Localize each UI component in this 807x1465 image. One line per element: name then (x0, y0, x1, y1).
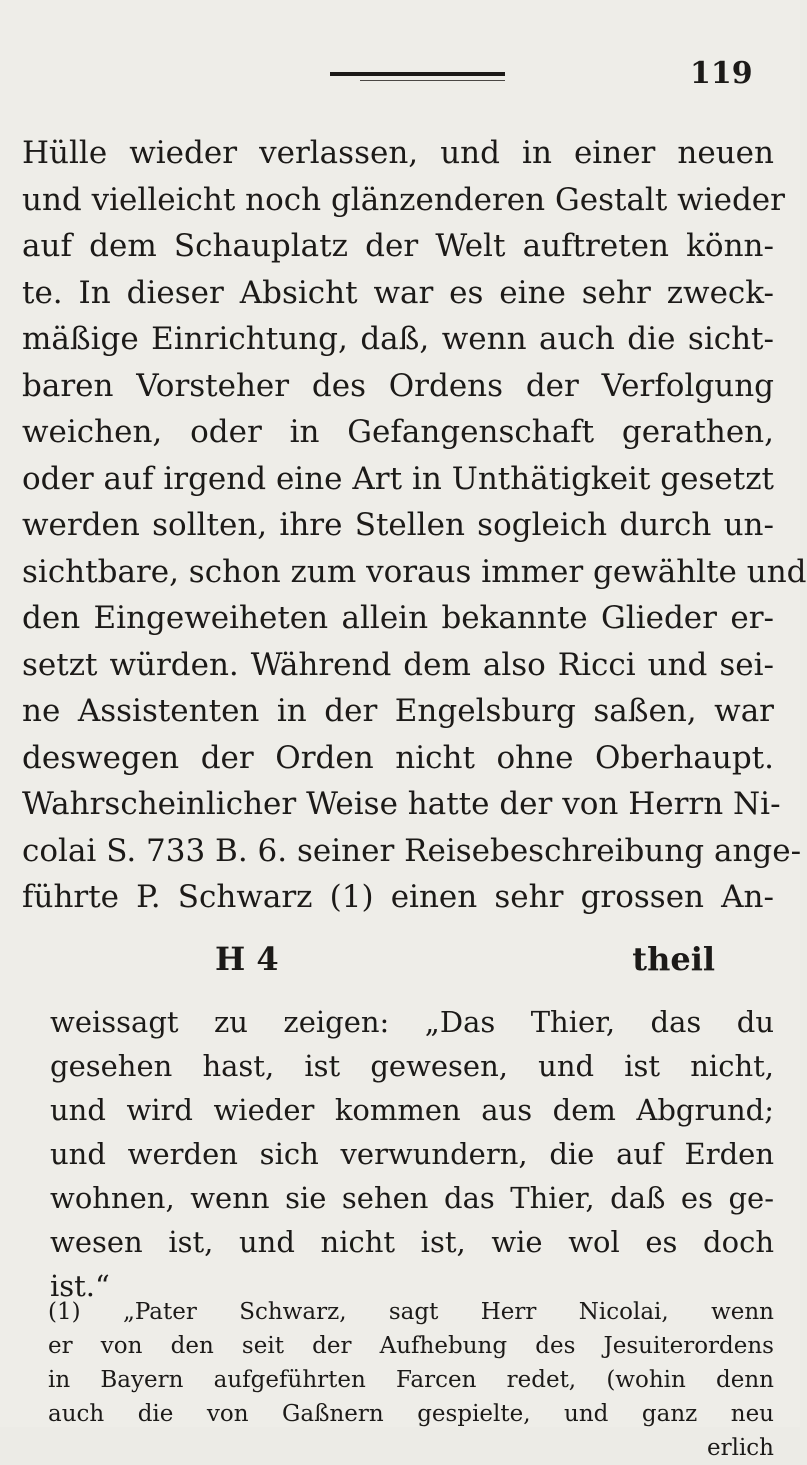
body-line: sichtbare, schon zum voraus immer gewählte und (22, 553, 807, 590)
body-line: te. In dieser Absicht war es eine sehr zweck- (22, 274, 774, 311)
body-line: ne Assistenten in der Engelsburg saßen, war (22, 693, 774, 729)
body-line: setzt würden. Während dem also Ricci und sei- (22, 646, 774, 683)
body-line: oder auf irgend eine Art in Unthätigkeit gesetzt (22, 460, 774, 497)
page-number: 119 (690, 56, 753, 91)
body-line: weichen, oder in Gefangenschaft gerathen, (22, 414, 774, 450)
footnote (48, 1295, 774, 1465)
signature-row (215, 940, 715, 978)
body-line: auf dem Schauplatz der Welt auftreten könn- (22, 228, 774, 264)
quote-line: und werden sich verwundern, die auf Erden (50, 1137, 774, 1171)
quote-line: ist.“ (50, 1269, 110, 1303)
body-line: Wahrscheinlicher Weise hatte der von Herrn Ni- (22, 786, 781, 822)
body-line: führte P. Schwarz (1) einen sehr grossen An- (22, 879, 774, 915)
footnote-line: auch die von Gaßnern gespielte, und ganz neu (48, 1401, 774, 1427)
quote-block (50, 1000, 774, 1308)
footnote-line: in Bayern aufgeführten Farcen redet, (wohin denn (48, 1367, 774, 1393)
header-rule-thin (360, 80, 505, 81)
body-line: mäßige Einrichtung, daß, wenn auch die sicht- (22, 321, 774, 357)
body-text (22, 130, 807, 921)
footnote-line: er von den seit der Aufhebung des Jesuiterordens (48, 1333, 774, 1359)
body-line: werden sollten, ihre Stellen sogleich durch un- (22, 507, 774, 543)
quote-line: und wird wieder kommen aus dem Abgrund; (50, 1093, 774, 1127)
quote-line: wesen ist, und nicht ist, wie wol es doch (50, 1225, 774, 1259)
quote-line: wohnen, wenn sie sehen das Thier, daß es ge- (50, 1181, 774, 1215)
footnote-line: (1) „Pater Schwarz, sagt Herr Nicolai, wenn (48, 1299, 774, 1325)
body-line: Hülle wieder verlassen, und in einer neuen (22, 135, 774, 171)
catchword: theil (632, 940, 715, 978)
body-line: deswegen der Orden nicht ohne Oberhaupt. (22, 739, 774, 776)
quote-line: gesehen hast, ist gewesen, und ist nicht, (50, 1049, 774, 1083)
quote-line: weissagt zu zeigen: „Das Thier, das du (50, 1005, 774, 1039)
body-line: den Eingeweiheten allein bekannte Glieder er- (22, 600, 774, 636)
body-line: und vielleicht noch glänzenderen Gestalt wieder (22, 181, 785, 218)
footnote-catchword: erlich (706, 1435, 774, 1461)
body-line: colai S. 733 B. 6. seiner Reisebeschreibung ange- (22, 832, 802, 869)
header-rule (330, 72, 505, 76)
signature-mark: H 4 (215, 940, 279, 978)
body-line: baren Vorsteher des Ordens der Verfolgung (22, 367, 774, 404)
